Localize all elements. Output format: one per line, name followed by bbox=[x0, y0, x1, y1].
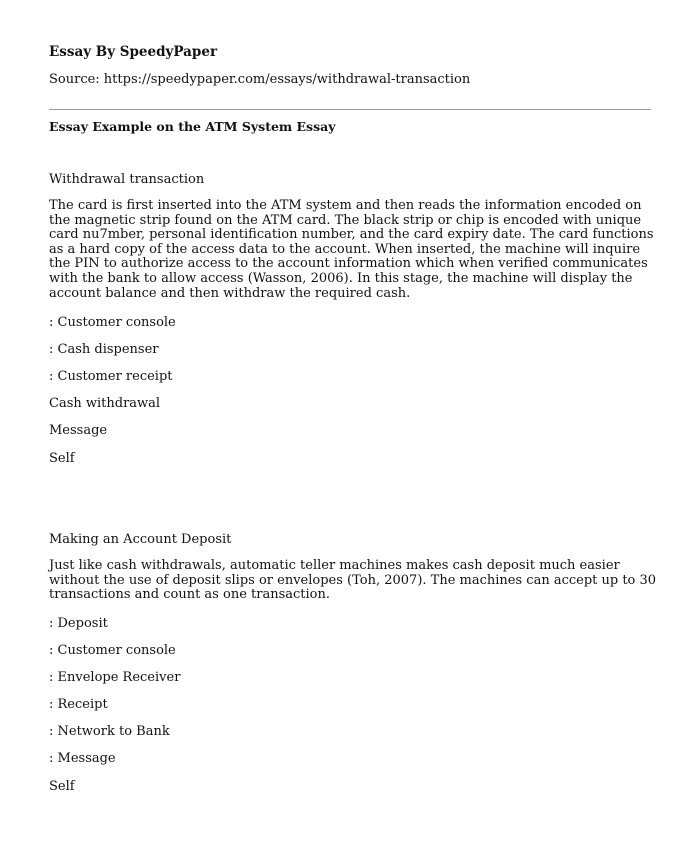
essay-title: Essay Example on the ATM System Essay bbox=[49, 119, 336, 134]
deposit-item-7: Self bbox=[49, 779, 75, 794]
brand-title: Essay By SpeedyPaper bbox=[49, 44, 218, 60]
source-line: Source: https://speedypaper.com/essays/withdrawal-transaction bbox=[49, 72, 471, 87]
deposit-item-4: : Receipt bbox=[49, 697, 108, 712]
deposit-item-1: : Deposit bbox=[49, 616, 108, 631]
withdrawal-item-2: : Cash dispenser bbox=[49, 342, 159, 357]
deposit-item-5: : Network to Bank bbox=[49, 724, 170, 739]
withdrawal-paragraph: The card is first inserted into the ATM system and then reads the information encoded on the magnetic strip found on the ATM card. The black strip or chip is encoded with unique card nu7mber, personal identification number, and the card expiry date. The card functions as a hard copy of the access data to the account. When inserted, the machine will inquire the PIN to authorize access to the account information which when verified communicates with the bank to allow access (Wasson, 2006). In this stage, the machine will display the account balance and then withdraw the required cash. bbox=[49, 198, 654, 301]
withdrawal-item-4: Cash withdrawal bbox=[49, 396, 161, 411]
section-heading-deposit: Making an Account Deposit bbox=[49, 532, 232, 547]
withdrawal-item-6: Self bbox=[49, 451, 75, 466]
withdrawal-item-3: : Customer receipt bbox=[49, 369, 173, 384]
header-divider bbox=[49, 109, 651, 110]
withdrawal-item-1: : Customer console bbox=[49, 315, 176, 330]
deposit-item-2: : Customer console bbox=[49, 643, 176, 658]
deposit-item-6: : Message bbox=[49, 751, 116, 766]
deposit-item-3: : Envelope Receiver bbox=[49, 670, 181, 685]
withdrawal-item-5: Message bbox=[49, 423, 108, 438]
deposit-paragraph: Just like cash withdrawals, automatic teller machines makes cash deposit much easier without the use of deposit slips or envelopes (Toh, 2007). The machines can accept up to 30 transactions and count as one transaction. bbox=[49, 558, 657, 603]
section-heading-withdrawal: Withdrawal transaction bbox=[49, 172, 205, 187]
